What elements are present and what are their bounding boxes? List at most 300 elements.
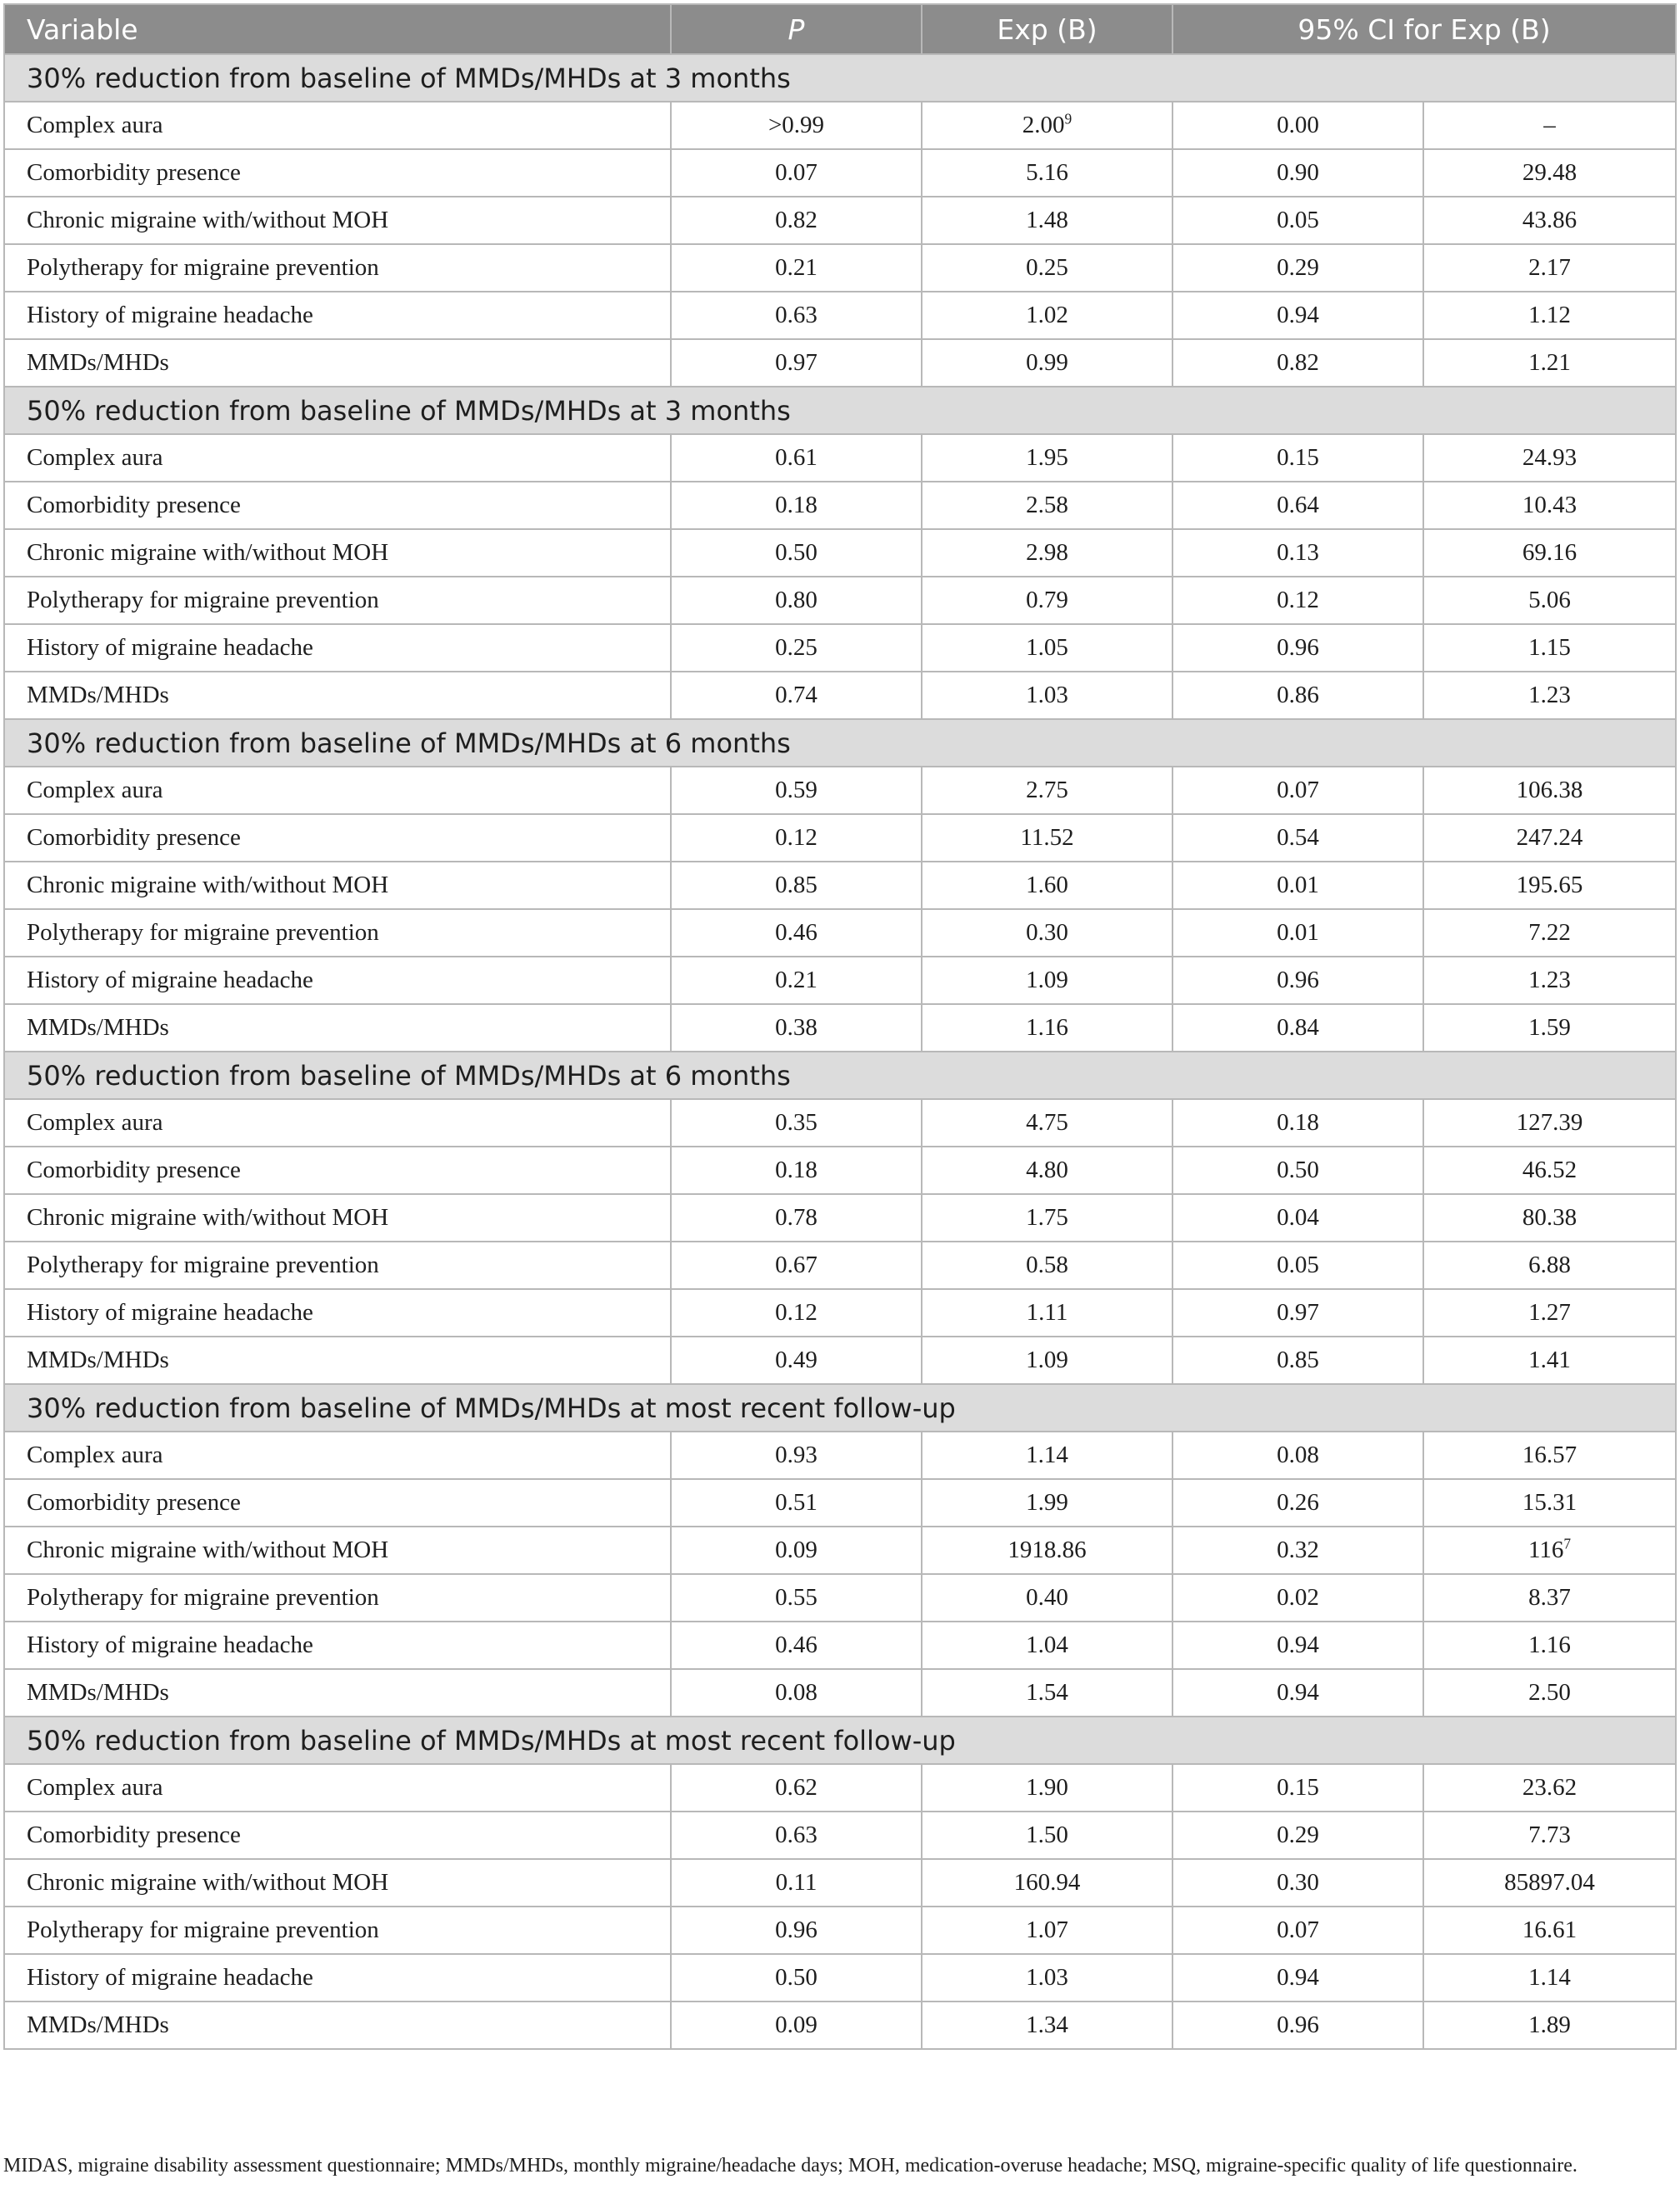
ci-upper-value: 1.23 xyxy=(1528,967,1571,993)
exp-b-value: 4.75 xyxy=(1026,1109,1068,1136)
p-value-cell: 0.35 xyxy=(671,1099,922,1147)
exp-b-value: 1918.86 xyxy=(1008,1537,1087,1563)
variable-cell: Polytherapy for migraine prevention xyxy=(4,577,671,624)
section-header-row xyxy=(4,1384,1676,1432)
p-value-cell: 0.46 xyxy=(671,1622,922,1669)
variable-cell: Polytherapy for migraine prevention xyxy=(4,909,671,957)
header-ci: 95% CI for Exp (B) xyxy=(1172,4,1676,54)
ci-upper-cell xyxy=(1423,149,1676,197)
ci-lower-cell: 0.07 xyxy=(1172,767,1423,814)
variable-cell: Comorbidity presence xyxy=(4,1479,671,1527)
p-value-cell: 0.12 xyxy=(671,814,922,862)
exp-b-value: 1.50 xyxy=(1026,1822,1068,1848)
table-row xyxy=(4,1242,1676,1289)
exp-b-value: 1.07 xyxy=(1026,1917,1068,1943)
p-value-cell: 0.38 xyxy=(671,1004,922,1052)
ci-upper-value: 127.39 xyxy=(1516,1109,1583,1136)
exp-b-value: 2.98 xyxy=(1026,539,1068,566)
exp-b-cell xyxy=(922,1242,1172,1289)
table-row xyxy=(4,1194,1676,1242)
p-value-cell: 0.97 xyxy=(671,339,922,387)
exp-b-value: 160.94 xyxy=(1013,1869,1081,1896)
exp-b-cell xyxy=(922,672,1172,719)
p-value-cell: 0.21 xyxy=(671,957,922,1004)
exp-b-cell xyxy=(922,529,1172,577)
p-value-cell: >0.99 xyxy=(671,102,922,149)
ci-upper-value: 6.88 xyxy=(1528,1252,1571,1278)
table-row xyxy=(4,1004,1676,1052)
table-body xyxy=(4,54,1676,2049)
exp-b-cell xyxy=(922,2002,1172,2049)
ci-lower-cell: 0.29 xyxy=(1172,244,1423,292)
exp-b-value: 5.16 xyxy=(1026,159,1068,186)
ci-upper-cell xyxy=(1423,957,1676,1004)
ci-upper-cell xyxy=(1423,1242,1676,1289)
exp-b-cell xyxy=(922,1289,1172,1337)
ci-lower-cell: 0.26 xyxy=(1172,1479,1423,1527)
ci-upper-cell xyxy=(1423,1859,1676,1907)
table-footnote: MIDAS, migraine disability assessment questionnaire; MMDs/MHDs, monthly migraine/headache days; MOH, medication-overuse headache; MSQ, migraine-specific quality of life questionnaire. xyxy=(3,2155,1578,2177)
exp-b-cell xyxy=(922,1099,1172,1147)
p-value-cell: 0.93 xyxy=(671,1432,922,1479)
ci-upper-value: 43.86 xyxy=(1522,207,1578,233)
variable-cell: History of migraine headache xyxy=(4,292,671,339)
exp-b-value: 1.03 xyxy=(1026,682,1068,708)
ci-lower-cell: 0.84 xyxy=(1172,1004,1423,1052)
exp-b-value: 1.48 xyxy=(1026,207,1068,233)
table-row xyxy=(4,1669,1676,1717)
ci-upper-cell xyxy=(1423,767,1676,814)
ci-upper-value: 2.50 xyxy=(1528,1679,1571,1706)
p-value-cell: 0.51 xyxy=(671,1479,922,1527)
table-row xyxy=(4,292,1676,339)
exp-b-value: 1.05 xyxy=(1026,634,1068,661)
table-row xyxy=(4,1764,1676,1812)
section-header-row xyxy=(4,1052,1676,1099)
table-row xyxy=(4,1859,1676,1907)
exp-b-cell xyxy=(922,1907,1172,1954)
ci-lower-cell: 0.12 xyxy=(1172,577,1423,624)
ci-lower-cell: 0.05 xyxy=(1172,1242,1423,1289)
exp-b-cell xyxy=(922,1764,1172,1812)
variable-cell: Comorbidity presence xyxy=(4,482,671,529)
ci-upper-cell xyxy=(1423,862,1676,909)
ci-upper-cell xyxy=(1423,1337,1676,1384)
p-value-cell: 0.49 xyxy=(671,1337,922,1384)
ci-lower-cell: 0.02 xyxy=(1172,1574,1423,1622)
ci-upper-cell xyxy=(1423,1432,1676,1479)
table-row xyxy=(4,1432,1676,1479)
variable-cell: History of migraine headache xyxy=(4,624,671,672)
ci-upper-value: 247.24 xyxy=(1516,824,1583,851)
p-value-cell: 0.18 xyxy=(671,1147,922,1194)
p-value-cell: 0.67 xyxy=(671,1242,922,1289)
variable-cell: MMDs/MHDs xyxy=(4,2002,671,2049)
table-row xyxy=(4,1907,1676,1954)
variable-cell: History of migraine headache xyxy=(4,1622,671,1669)
ci-upper-value: 1.59 xyxy=(1528,1014,1571,1041)
section-header-row xyxy=(4,1717,1676,1764)
ci-upper-cell xyxy=(1423,339,1676,387)
exp-b-cell xyxy=(922,1432,1172,1479)
variable-cell: Polytherapy for migraine prevention xyxy=(4,1574,671,1622)
ci-upper-value: 24.93 xyxy=(1522,444,1578,471)
ci-upper-value: 5.06 xyxy=(1528,587,1571,613)
exp-b-value: 1.90 xyxy=(1026,1774,1068,1801)
exp-b-value: 1.60 xyxy=(1026,872,1068,898)
ci-upper-value: 15.31 xyxy=(1522,1489,1578,1516)
ci-upper-cell xyxy=(1423,672,1676,719)
table-row xyxy=(4,197,1676,244)
ci-upper-cell xyxy=(1423,1194,1676,1242)
variable-cell: Polytherapy for migraine prevention xyxy=(4,1242,671,1289)
exp-b-value: 0.99 xyxy=(1026,349,1068,376)
p-value-cell: 0.21 xyxy=(671,244,922,292)
ci-upper-value: 69.16 xyxy=(1522,539,1578,566)
variable-cell: Comorbidity presence xyxy=(4,1147,671,1194)
ci-upper-cell xyxy=(1423,909,1676,957)
p-value-cell: 0.74 xyxy=(671,672,922,719)
ci-upper-cell xyxy=(1423,2002,1676,2049)
variable-cell: MMDs/MHDs xyxy=(4,1004,671,1052)
ci-lower-cell: 0.96 xyxy=(1172,957,1423,1004)
ci-lower-cell: 0.07 xyxy=(1172,1907,1423,1954)
variable-cell: Chronic migraine with/without MOH xyxy=(4,529,671,577)
table-row xyxy=(4,482,1676,529)
p-value-cell: 0.80 xyxy=(671,577,922,624)
header-exp-b: Exp (B) xyxy=(922,4,1172,54)
variable-cell: Polytherapy for migraine prevention xyxy=(4,244,671,292)
exp-b-cell xyxy=(922,1479,1172,1527)
ci-lower-cell: 0.00 xyxy=(1172,102,1423,149)
table-row xyxy=(4,1337,1676,1384)
p-value-cell: 0.61 xyxy=(671,434,922,482)
ci-upper-cell xyxy=(1423,197,1676,244)
header-variable: Variable xyxy=(4,4,671,54)
table-row xyxy=(4,957,1676,1004)
ci-lower-cell: 0.15 xyxy=(1172,1764,1423,1812)
exp-b-cell xyxy=(922,1194,1172,1242)
exp-b-value: 1.11 xyxy=(1026,1299,1068,1326)
exp-b-superscript: 9 xyxy=(1064,110,1072,127)
p-value-cell: 0.12 xyxy=(671,1289,922,1337)
ci-upper-value: 7.22 xyxy=(1528,919,1571,946)
ci-upper-cell xyxy=(1423,814,1676,862)
p-value-cell: 0.78 xyxy=(671,1194,922,1242)
ci-upper-value: 7.73 xyxy=(1528,1822,1571,1848)
p-value-cell: 0.62 xyxy=(671,1764,922,1812)
ci-upper-value: 2.17 xyxy=(1528,254,1571,281)
exp-b-value: 1.16 xyxy=(1026,1014,1068,1041)
ci-upper-value: 10.43 xyxy=(1522,492,1578,518)
table-row xyxy=(4,1147,1676,1194)
exp-b-cell xyxy=(922,624,1172,672)
exp-b-value: 1.99 xyxy=(1026,1489,1068,1516)
variable-cell: Chronic migraine with/without MOH xyxy=(4,1859,671,1907)
p-value-cell: 0.11 xyxy=(671,1859,922,1907)
ci-upper-value: 1.23 xyxy=(1528,682,1571,708)
exp-b-cell xyxy=(922,1337,1172,1384)
ci-lower-cell: 0.97 xyxy=(1172,1289,1423,1337)
table-row xyxy=(4,1527,1676,1574)
ci-upper-cell xyxy=(1423,1099,1676,1147)
table-row xyxy=(4,244,1676,292)
variable-cell: Complex aura xyxy=(4,1432,671,1479)
table-row xyxy=(4,1574,1676,1622)
ci-lower-cell: 0.32 xyxy=(1172,1527,1423,1574)
exp-b-cell xyxy=(922,814,1172,862)
variable-cell: Chronic migraine with/without MOH xyxy=(4,862,671,909)
exp-b-value: 2.58 xyxy=(1026,492,1068,518)
ci-upper-cell xyxy=(1423,102,1676,149)
ci-lower-cell: 0.08 xyxy=(1172,1432,1423,1479)
variable-cell: History of migraine headache xyxy=(4,957,671,1004)
variable-cell: Complex aura xyxy=(4,1764,671,1812)
exp-b-cell xyxy=(922,102,1172,149)
ci-upper-cell xyxy=(1423,1954,1676,2002)
p-value-cell: 0.85 xyxy=(671,862,922,909)
exp-b-value: 1.09 xyxy=(1026,1347,1068,1373)
variable-cell: MMDs/MHDs xyxy=(4,1337,671,1384)
table-row xyxy=(4,767,1676,814)
ci-lower-cell: 0.82 xyxy=(1172,339,1423,387)
ci-lower-cell: 0.86 xyxy=(1172,672,1423,719)
exp-b-value: 1.95 xyxy=(1026,444,1068,471)
exp-b-cell xyxy=(922,909,1172,957)
ci-upper-value: 85897.04 xyxy=(1504,1869,1595,1896)
exp-b-cell xyxy=(922,767,1172,814)
exp-b-cell xyxy=(922,1812,1172,1859)
p-value-cell: 0.96 xyxy=(671,1907,922,1954)
ci-upper-cell xyxy=(1423,1527,1676,1574)
table-row xyxy=(4,1289,1676,1337)
p-value-cell: 0.46 xyxy=(671,909,922,957)
variable-cell: Chronic migraine with/without MOH xyxy=(4,197,671,244)
exp-b-cell xyxy=(922,1527,1172,1574)
ci-upper-value: 1.41 xyxy=(1528,1347,1571,1373)
exp-b-value: 4.80 xyxy=(1026,1157,1068,1183)
table-row xyxy=(4,1479,1676,1527)
exp-b-cell xyxy=(922,1954,1172,2002)
ci-lower-cell: 0.54 xyxy=(1172,814,1423,862)
exp-b-value: 1.09 xyxy=(1026,967,1068,993)
ci-upper-value: 8.37 xyxy=(1528,1584,1571,1611)
ci-upper-value: 16.57 xyxy=(1522,1442,1578,1468)
ci-upper-value: 1.12 xyxy=(1528,302,1571,328)
table-row xyxy=(4,1622,1676,1669)
p-value-cell: 0.50 xyxy=(671,1954,922,2002)
exp-b-cell xyxy=(922,339,1172,387)
variable-cell: Complex aura xyxy=(4,767,671,814)
ci-upper-superscript: 7 xyxy=(1563,1535,1572,1552)
table-row xyxy=(4,1099,1676,1147)
table-row xyxy=(4,672,1676,719)
exp-b-value: 0.58 xyxy=(1026,1252,1068,1278)
section-title: 30% reduction from baseline of MMDs/MHDs at most recent follow-up xyxy=(4,1384,1676,1432)
variable-cell: Polytherapy for migraine prevention xyxy=(4,1907,671,1954)
ci-lower-cell: 0.01 xyxy=(1172,862,1423,909)
exp-b-value: 1.04 xyxy=(1026,1632,1068,1658)
ci-upper-cell xyxy=(1423,244,1676,292)
ci-upper-value: 29.48 xyxy=(1522,159,1578,186)
ci-lower-cell: 0.94 xyxy=(1172,1622,1423,1669)
variable-cell: Comorbidity presence xyxy=(4,149,671,197)
table-row xyxy=(4,2002,1676,2049)
ci-lower-cell: 0.94 xyxy=(1172,1954,1423,2002)
ci-lower-cell: 0.18 xyxy=(1172,1099,1423,1147)
exp-b-cell xyxy=(922,862,1172,909)
ci-upper-value: 116 xyxy=(1528,1537,1564,1563)
table-row xyxy=(4,149,1676,197)
exp-b-cell xyxy=(922,197,1172,244)
ci-lower-cell: 0.94 xyxy=(1172,292,1423,339)
ci-upper-cell xyxy=(1423,1289,1676,1337)
ci-upper-value: 195.65 xyxy=(1516,872,1583,898)
exp-b-cell xyxy=(922,1669,1172,1717)
table-row xyxy=(4,1812,1676,1859)
exp-b-cell xyxy=(922,1622,1172,1669)
variable-cell: Complex aura xyxy=(4,102,671,149)
ci-upper-cell xyxy=(1423,1907,1676,1954)
table-row xyxy=(4,434,1676,482)
variable-cell: Comorbidity presence xyxy=(4,814,671,862)
variable-cell: Comorbidity presence xyxy=(4,1812,671,1859)
exp-b-value: 2.75 xyxy=(1026,777,1068,803)
variable-cell: MMDs/MHDs xyxy=(4,339,671,387)
regression-table xyxy=(3,3,1677,2050)
ci-upper-cell xyxy=(1423,1812,1676,1859)
ci-lower-cell: 0.90 xyxy=(1172,149,1423,197)
ci-upper-value: 80.38 xyxy=(1522,1204,1578,1231)
ci-upper-value: 16.61 xyxy=(1522,1917,1578,1943)
header-p: P xyxy=(671,4,922,54)
ci-upper-cell xyxy=(1423,1004,1676,1052)
exp-b-cell xyxy=(922,1859,1172,1907)
ci-lower-cell: 0.94 xyxy=(1172,1669,1423,1717)
exp-b-cell xyxy=(922,577,1172,624)
ci-upper-value: 1.16 xyxy=(1528,1632,1571,1658)
exp-b-value: 1.03 xyxy=(1026,1964,1068,1991)
section-header-row xyxy=(4,387,1676,434)
variable-cell: MMDs/MHDs xyxy=(4,1669,671,1717)
exp-b-cell xyxy=(922,1147,1172,1194)
exp-b-cell xyxy=(922,292,1172,339)
exp-b-value: 1.02 xyxy=(1026,302,1068,328)
ci-upper-cell xyxy=(1423,1479,1676,1527)
section-header-row xyxy=(4,54,1676,102)
exp-b-value: 0.40 xyxy=(1026,1584,1068,1611)
exp-b-value: 1.14 xyxy=(1026,1442,1068,1468)
table-row xyxy=(4,1954,1676,2002)
ci-upper-cell xyxy=(1423,577,1676,624)
ci-upper-value: 1.27 xyxy=(1528,1299,1571,1326)
ci-upper-cell xyxy=(1423,624,1676,672)
ci-lower-cell: 0.30 xyxy=(1172,1859,1423,1907)
p-value-cell: 0.63 xyxy=(671,1812,922,1859)
variable-cell: History of migraine headache xyxy=(4,1954,671,2002)
p-value-cell: 0.82 xyxy=(671,197,922,244)
ci-upper-value: 1.21 xyxy=(1528,349,1571,376)
ci-lower-cell: 0.15 xyxy=(1172,434,1423,482)
ci-upper-value: 106.38 xyxy=(1516,777,1583,803)
ci-lower-cell: 0.04 xyxy=(1172,1194,1423,1242)
table-row xyxy=(4,577,1676,624)
ci-upper-cell xyxy=(1423,1574,1676,1622)
ci-upper-cell xyxy=(1423,482,1676,529)
ci-lower-cell: 0.01 xyxy=(1172,909,1423,957)
exp-b-value: 1.75 xyxy=(1026,1204,1068,1231)
exp-b-value: 2.00 xyxy=(1022,112,1065,138)
ci-lower-cell: 0.13 xyxy=(1172,529,1423,577)
ci-upper-value: 1.89 xyxy=(1528,2012,1571,2038)
ci-lower-cell: 0.05 xyxy=(1172,197,1423,244)
table-header xyxy=(4,4,1676,54)
section-title: 30% reduction from baseline of MMDs/MHDs at 6 months xyxy=(4,719,1676,767)
variable-cell: Chronic migraine with/without MOH xyxy=(4,1194,671,1242)
exp-b-cell xyxy=(922,482,1172,529)
p-value-cell: 0.55 xyxy=(671,1574,922,1622)
variable-cell: Chronic migraine with/without MOH xyxy=(4,1527,671,1574)
section-title: 50% reduction from baseline of MMDs/MHDs at 3 months xyxy=(4,387,1676,434)
exp-b-value: 0.30 xyxy=(1026,919,1068,946)
table-row xyxy=(4,339,1676,387)
ci-upper-value: 23.62 xyxy=(1522,1774,1578,1801)
variable-cell: MMDs/MHDs xyxy=(4,672,671,719)
ci-upper-cell xyxy=(1423,1147,1676,1194)
ci-lower-cell: 0.64 xyxy=(1172,482,1423,529)
exp-b-cell xyxy=(922,434,1172,482)
p-value-cell: 0.25 xyxy=(671,624,922,672)
p-value-cell: 0.09 xyxy=(671,1527,922,1574)
exp-b-cell xyxy=(922,1004,1172,1052)
ci-upper-value: 46.52 xyxy=(1522,1157,1578,1183)
exp-b-cell xyxy=(922,1574,1172,1622)
table-row xyxy=(4,814,1676,862)
regression-table-container xyxy=(3,3,1675,2050)
ci-upper-cell xyxy=(1423,1622,1676,1669)
ci-upper-cell xyxy=(1423,292,1676,339)
ci-lower-cell: 0.96 xyxy=(1172,624,1423,672)
ci-lower-cell: 0.50 xyxy=(1172,1147,1423,1194)
table-row xyxy=(4,102,1676,149)
table-row xyxy=(4,529,1676,577)
section-title: 50% reduction from baseline of MMDs/MHDs at most recent follow-up xyxy=(4,1717,1676,1764)
p-value-cell: 0.08 xyxy=(671,1669,922,1717)
p-value-cell: 0.59 xyxy=(671,767,922,814)
ci-upper-cell xyxy=(1423,1764,1676,1812)
exp-b-value: 1.54 xyxy=(1026,1679,1068,1706)
ci-upper-value: 1.14 xyxy=(1528,1964,1571,1991)
exp-b-value: 0.79 xyxy=(1026,587,1068,613)
exp-b-cell xyxy=(922,957,1172,1004)
p-value-cell: 0.63 xyxy=(671,292,922,339)
ci-upper-value: 1.15 xyxy=(1528,634,1571,661)
section-header-row xyxy=(4,719,1676,767)
ci-lower-cell: 0.29 xyxy=(1172,1812,1423,1859)
p-value-cell: 0.09 xyxy=(671,2002,922,2049)
p-value-cell: 0.18 xyxy=(671,482,922,529)
exp-b-value: 0.25 xyxy=(1026,254,1068,281)
section-title: 30% reduction from baseline of MMDs/MHDs at 3 months xyxy=(4,54,1676,102)
exp-b-cell xyxy=(922,149,1172,197)
table-row xyxy=(4,862,1676,909)
p-value-cell: 0.07 xyxy=(671,149,922,197)
ci-lower-cell: 0.96 xyxy=(1172,2002,1423,2049)
exp-b-value: 1.34 xyxy=(1026,2012,1068,2038)
ci-upper-cell xyxy=(1423,529,1676,577)
variable-cell: Complex aura xyxy=(4,434,671,482)
p-value-cell: 0.50 xyxy=(671,529,922,577)
